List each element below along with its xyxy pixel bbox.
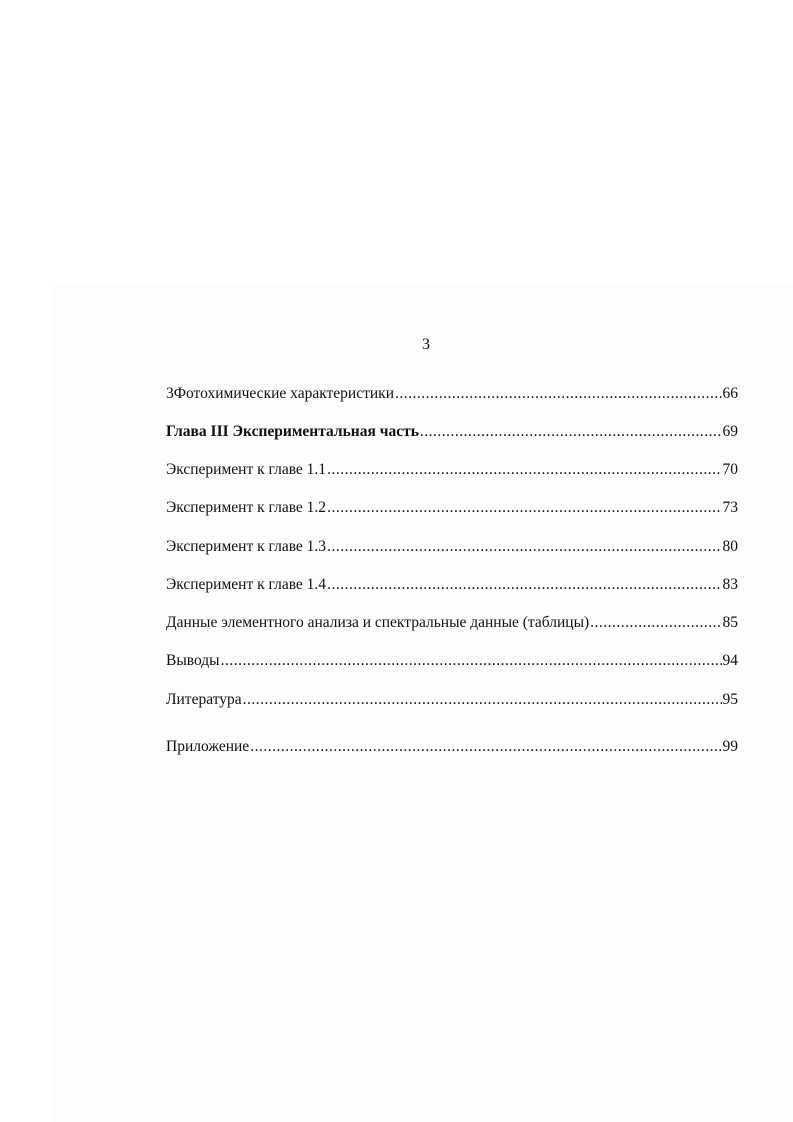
page-number: 3 — [422, 336, 430, 353]
toc-entry-page: 95 — [722, 691, 738, 708]
toc-entry-literature — [166, 690, 738, 710]
toc-entry-page: 66 — [722, 385, 738, 402]
toc-entry-experiment-1-1 — [166, 460, 738, 480]
toc-entry-title: Фотохимические характеристики — [173, 385, 394, 402]
toc-entry-experiment-1-3 — [166, 537, 738, 557]
toc-entry-page: 70 — [722, 461, 738, 478]
toc-entry-page: 99 — [722, 738, 738, 755]
toc-entry-page: 80 — [722, 538, 738, 555]
dot-leader — [590, 613, 721, 633]
dot-leader — [221, 651, 722, 671]
toc-entry-page: 69 — [722, 423, 738, 440]
toc-entry-title: Эксперимент к главе 1.1 — [166, 461, 327, 478]
toc-entry-page: 83 — [722, 576, 738, 593]
toc-entry-conclusions — [166, 651, 738, 671]
toc-entry-number: 3 — [166, 385, 174, 402]
dot-leader — [420, 422, 722, 442]
toc-entry-title: Эксперимент к главе 1.3 — [166, 538, 327, 555]
toc-entry-chapter-3 — [166, 422, 738, 442]
toc-entry-page: 94 — [722, 652, 738, 669]
toc-entry-title: Литература — [166, 691, 242, 708]
dot-leader — [327, 537, 721, 557]
toc-entry-photochemical — [166, 384, 738, 404]
dot-leader — [243, 690, 722, 710]
toc-entry-title: Эксперимент к главе 1.4 — [166, 576, 327, 593]
toc-entry-appendix — [166, 737, 738, 757]
toc-entry-page: 73 — [722, 499, 738, 516]
toc-entry-title: Выводы — [166, 652, 220, 669]
dot-leader — [327, 460, 721, 480]
toc-entry-title: Данные элементного анализа и спектральные данные (таблицы) — [166, 614, 590, 631]
dot-leader — [250, 737, 721, 757]
toc-entry-title: Приложение — [166, 738, 250, 755]
toc-entry-experiment-1-4 — [166, 575, 738, 595]
toc-entry-analysis-data — [166, 613, 738, 633]
toc-entry-title: Эксперимент к главе 1.2 — [166, 499, 327, 516]
toc-entry-title: Глава III Экспериментальная часть — [166, 423, 419, 440]
toc-entry-page: 85 — [722, 614, 738, 631]
dot-leader — [327, 575, 721, 595]
toc-entry-experiment-1-2 — [166, 498, 738, 518]
dot-leader — [327, 498, 721, 518]
dot-leader — [395, 384, 722, 404]
